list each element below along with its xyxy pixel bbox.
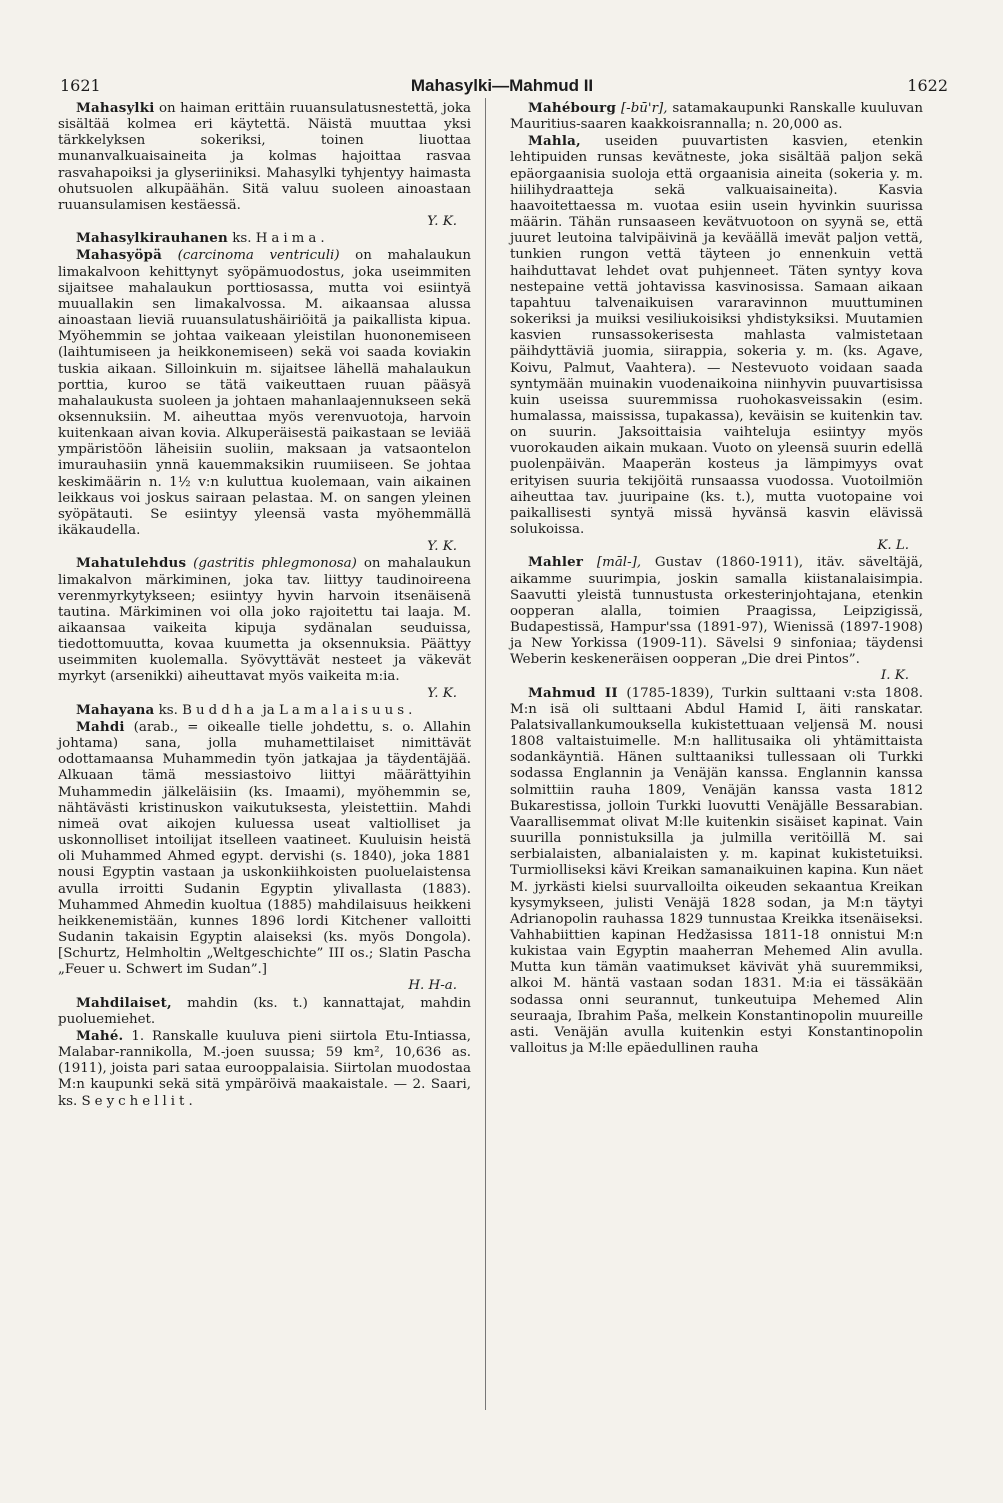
- left-column: [58, 100, 471, 1110]
- entry-mahdilaiset: Mahdilaiset, mahdin (ks. t.) kannattajat, mahdin puoluemiehet.: [58, 994, 471, 1027]
- entry-signature: K. L.: [877, 538, 909, 554]
- entry-signature: H. H-a.: [408, 978, 457, 994]
- entry-headword: Mahasylki: [76, 100, 155, 116]
- entry-mahmud-ii: Mahmud II (1785-1839), Turkin sulttaani v:sta 1808. M:n isä oli sulttaani Abdul Hamid I, äiti ranskatar. Palatsivallankumouksella kukistettuaan veljensä M. nousi 1808 valtaistuimelle. M:n hallitusaika oli yhtämittaista sodankäyntiä. Hänen sulttaaniksi tullessaan oli Turkki sodassa Englannin ja Venäjän kanssa. Englannin kanssa solmittiin rauha 1809, Venäjän kanssa vasta 1812 Bukarestissa, jolloin Turkki luovutti Venäjälle Bessarabian. Vaarallisemmat olivat M:lle kuitenkin sisäiset kapinat. Vain suurilla ponnistuksilla ja julmilla veritöillä M. sai serbialaisten, albanialaisten y. m. kapinat kukistetuiksi. Turmiolliseksi kävi Kreikan samanaikuinen kapina. Kun näet M. jyrkästi kielsi suurvalloilta oikeuden sekaantua Kreikan kysymykseen, julisti Venäjä 1828 sodan, ja M:n täytyi Adrianopolin rauhassa 1829 tunnustaa Kreikka itsenäiseksi. Vahhabiittien kapinan Hedžasissa 1811-18 onnistui M:n kukistaa vain Egyptin maaherran Mehemed Alin avulla. Mutta kun tämän vaatimukset kävivät yhä suuremmiksi, alkoi M. häntä vastaan sodan 1831. M:ia ei tässäkään sodassa onni seurannut, tunkeutuipa Mehemed Alin seuraaja, Ibrahim Paša, melkein Konstantinopolin muureille asti. Venäjän avulla kuitenkin estyi Konstantinopolin valloitus ja M:lle epäedullinen rauha: [510, 684, 923, 1057]
- entry-signature: Y. K.: [427, 685, 457, 701]
- entry-mahla: Mahla, useiden puuvartisten kasvien, etenkin lehtipuiden runsas kevätneste, joka sisältää paljon sekä epäorgaanisia suoloja että orgaanisia aineita (sokeria y. m. hiilihydraatteja sekä valkuaisaineita). Kasvia haavoitettaessa m. vuotaa esiin usein hyvinkin suurissa määrin. Tähän runsaaseen kevätvuotoon on syynä se, että juuret leutoina talvipäivinä ja keväällä imevät paljon vettä, tunkien rungon vettä täyteen jo ennenkuin vettä haihduttavat lehdet ovat puhjenneet. Täten syntyy kova nestepaine vettä johtavissa kasvinosissa. Samaan aikaan tapahtuu talvenaikuisen vararavinnon muuttuminen sokeriksi ja muiksi vesiliukoisiksi yhdistyksiksi. Muutamien kasvien runsassokerisesta mahlasta valmistetaan päihdyttäviä juomia, siirappia, sokeria y. m. (ks. Agave, Koivu, Palmut, Vaahtera). — Nestevuoto voidaan saada syntymään muinakin vuodenaikoina niinhyvin puuvartisissa kuin useissa suuremmissa ruohokasveissakin (esim. humalassa, maississa, tupakassa), keväisin se kuitenkin tav. on suurin. Jaksoittaisia vaihteluja esiintyy myös vuorokauden aikain mukaan. Vuoto on yleensä suurin edellä puolenpäivän. Maaperän kosteus ja lämpimyys ovat erityisen suuria tekijöitä runsaassa vuodossa. Vuotoilmiön aiheuttaa tav. juuripaine (ks. t.), mutta vuotopaine voi paikallisesti syntyä missä hyvänsä kasvin elävissä solukoissa.: [510, 133, 923, 538]
- entry-mahayana: Mahayana ks. Buddha ja Lamalaisuus.: [76, 701, 413, 718]
- running-title: Mahasylki—Mahmud II: [410, 76, 594, 95]
- entry-headword: Mahayana: [76, 701, 155, 718]
- entry-signature: Y. K.: [427, 214, 457, 230]
- entry-headword: Mahé.: [76, 1027, 124, 1044]
- entry-mahasyopa: Mahasyöpä (carcinoma ventriculi) on mahalaukun limakalvoon kehittynyt syöpämuodostus, joka useimmiten sijaitsee mahalaukun porttiosassa, mutta voi esiintyä muuallakin sen limakalvossa. M. aikaansaa alussa ainoastaan lieviä ruuansulatushäiriöitä ja paikallista kipua. Myöhemmin se johtaa vaikeaan yleistilan huononemiseen (laihtumiseen ja heikkonemiseen) sekä voi saada koviakin tuskia aikaan. Silloinkuin m. sijaitsee lähellä mahalaukun porttia, kuroo se tätä vaikeuttaen ruuan pääsyä mahalaukusta suoleen ja johtaen mahanlaajennukseen sekä oksennuksiin. M. aiheuttaa myös verenvuotoja, harvoin kuitenkaan aivan kovia. Alkuperäisestä paikastaan se leviää ympäristöön läheisiin suoliin, maksaan ja vatsaontelon imurauhasiin ynnä kauemmaksikin ruumiiseen. Se johtaa keskimäärin n. 1½ v:n kuluttua kuolemaan, vain aikainen leikkaus voi joskus sairaan pelastaa. M. on sangen yleinen syöpätauti. Se esiintyy yleensä vasta myöhemmällä ikäkaudella.: [58, 247, 471, 539]
- entry-headword: Mahasyöpä: [76, 247, 163, 264]
- cross-reference: Haima: [255, 231, 321, 247]
- entry-mahdi: Mahdi (arab., = oikealle tielle johdettu, s. o. Allahin johtama) sana, jolla muhamettilaiset nimittävät odottamaansa Muhammedin työn jatkajaa ja täydentäjää. Alkuaan tämä messiastoivo liittyi määrättyihin Muhammedin jälkeläisiin (ks. Imaami), myöhemmin se, nähtävästi kristinuskon vaikutuksesta, yleistettiin. Mahdi nimeä ovat aikojen kuluessa useat valtiolliset ja uskonnolliset intoilijat itselleen vaatineet. Kuuluisin heistä oli Muhammed Ahmed egypt. dervishi (s. 1840), joka 1881 nousi Egyptin vastaan ja uskonkiihkoisten puoluelaistensa avulla irroitti Sudanin Egyptin ylivallasta (1883). Muhammed Ahmedin kuoltua (1885) mahdilaisuus heikkeni heikkenemistään, kunnes 1896 lordi Kitchener valloitti Sudanin takaisin Egyptin alaiseksi (ks. myös Dongola). [Schurtz, Helmholtin „Weltgeschichte” III os.; Slatin Pascha „Feuer u. Schwert im Sudan”.]: [58, 718, 471, 978]
- entry-headword: Mahatulehdus: [76, 555, 187, 572]
- entry-headword: Mahler: [528, 554, 584, 571]
- page-number-right: 1622: [907, 76, 948, 95]
- entry-headword: Mahébourg: [528, 100, 617, 116]
- page-number-left: 1621: [60, 76, 101, 95]
- entry-mahebourg: Mahébourg [-bū'r], satamakaupunki Ranskalle kuuluvan Mauritius-saaren kaakkoisrannalla; n. 20,000 as.: [510, 100, 924, 133]
- entry-headword: Mahmud II: [528, 684, 618, 701]
- page-header: [56, 76, 948, 102]
- entry-signature: Y. K.: [427, 539, 457, 555]
- right-column: [510, 100, 923, 1057]
- entry-headword: Mahdilaiset,: [76, 994, 172, 1011]
- entry-mahasylki: Mahasylki on haiman erittäin ruuansulatusnestettä, joka sisältää kolmea eri käytettä. Näistä muuttaa yksi tärkkelyksen sokeriksi, toinen liuottaa munanvalkuaisaineita ja kolmas hajoittaa rasvaa rasvahapoiksi ja glyseriiniksi. Mahasylki tyhjentyy haimasta ohutsuolen alkupäähän. Sitä valuu suoleen ainoastaan ruuansulamisen kestäessä.: [58, 100, 471, 213]
- entry-mahatulehdus: Mahatulehdus (gastritis phlegmonosa) on mahalaukun limakalvon märkiminen, joka tav. liittyy taudinoireena verenmyrkytykseen; esiintyy hyvin harvoin itsenäisenä tautina. Märkiminen voi olla joko rajoitettu tai laaja. M. aikaansaa vaikeita kipuja sydänalan seuduissa, tiedottomuutta, kovaa kuumetta ja oksennuksia. Päättyy useimmiten kuolemalla. Syövyttävät nesteet ja väkevät myrkyt (arsenikki) aiheuttavat myös vaikeita m:ia.: [58, 555, 471, 685]
- column-divider: [485, 98, 486, 1410]
- entry-mahe: Mahé. 1. Ranskalle kuuluva pieni siirtola Etu-Intiassa, Malabar-rannikolla, M.-joen suussa; 59 km², 10,636 as. (1911), joista pari sataa eurooppalaisia. Siirtolan muodostaa M:n kaupunki sekä sitä ympäröivä maakaistale. — 2. Saari, ks. Seychellit.: [58, 1027, 471, 1109]
- entry-headword: Mahdi: [76, 718, 125, 735]
- entry-mahler: Mahler [māl-], Gustav (1860-1911), itäv. säveltäjä, aikamme suurimpia, joskin samalla kiistanalaisimpia. Saavutti yleistä tunnustusta orkesterinjohtajana, etenkin oopperan alalla, toimien Praagissa, Leipzigissä, Budapestissä, Hampur'ssa (1891-97), Wienissä (1897-1908) ja New Yorkissa (1909-11). Sävelsi 9 sinfoniaa; täydensi Weberin keskeneräisen oopperan „Die drei Pintos”.: [510, 554, 924, 668]
- cross-reference: Seychellit: [81, 1093, 189, 1109]
- cross-reference: Buddha: [182, 702, 259, 718]
- entry-headword: Mahla,: [528, 133, 581, 150]
- entry-signature: I. K.: [880, 668, 909, 684]
- entry-headword: Mahasylkirauhanen: [76, 230, 228, 247]
- entry-mahasylkirauhanen: Mahasylkirauhanen ks. Haima.: [76, 230, 325, 247]
- cross-reference: Lamalaisuus: [279, 702, 409, 718]
